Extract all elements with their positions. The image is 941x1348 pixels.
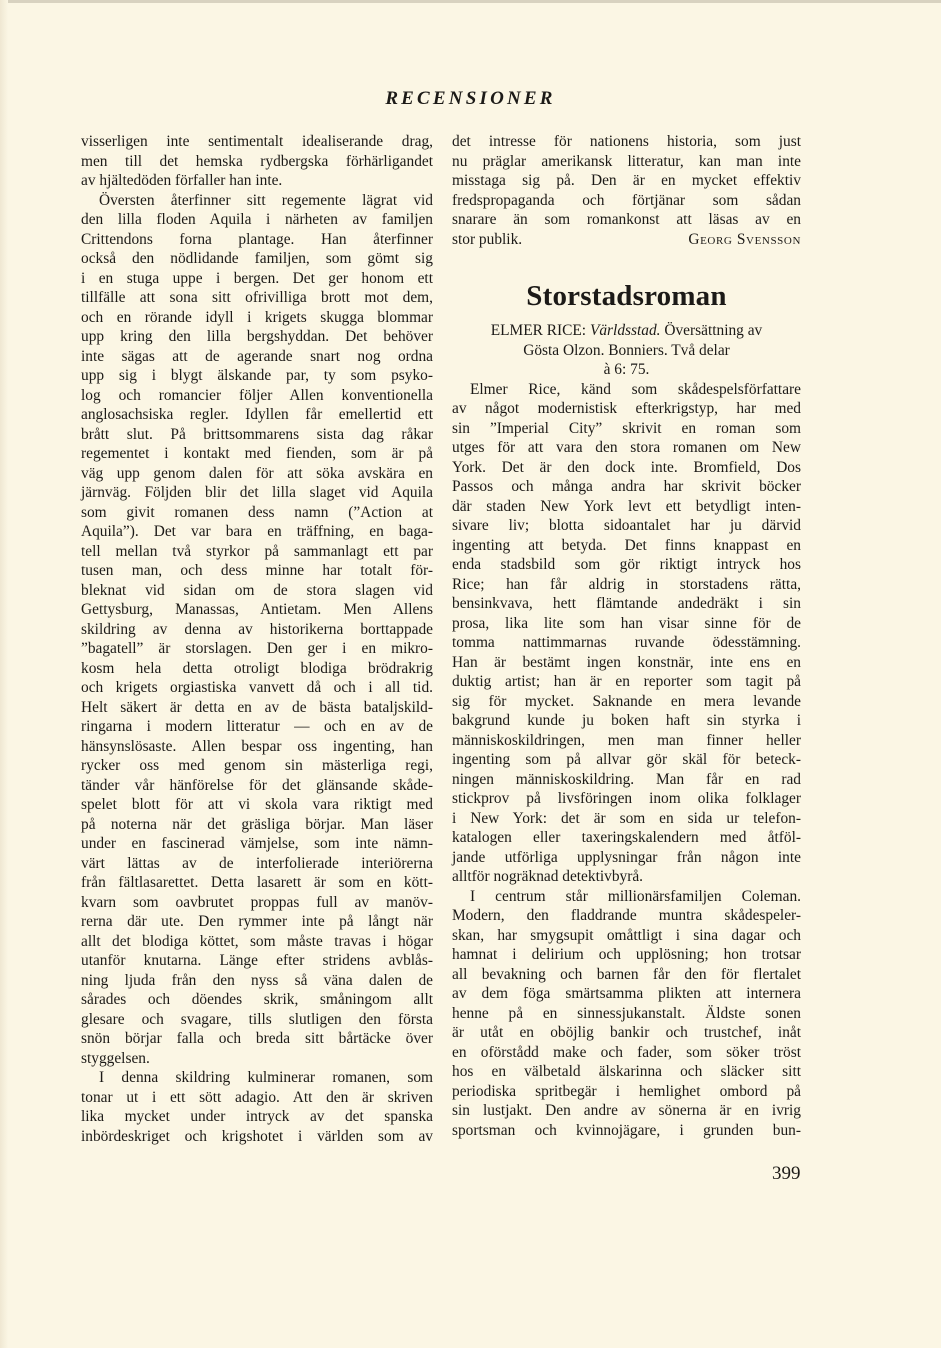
reviewer-signature: Georg Svensson [688,230,801,248]
text-line: från fältlasarettet. Detta lasarett är som en kött- [81,874,433,891]
text-line: katalogen eller taxeringskalendern med åtföl- [452,829,801,846]
text-line: misstaga sig på. Den är en mycket effektiv [452,172,801,189]
text-line: upp kring den lilla bergshyddan. Det behöver [81,328,433,345]
text-line: rycker oss med genom sin mästerliga regi, [81,757,433,774]
text-line: sårades och döendes skrik, småningom allt [81,991,433,1008]
text-line: en oförstådd make och fader, som söker tröst [452,1043,801,1061]
book-author: ELMER RICE: [490,322,587,339]
bibliography-line-1 [452,321,801,341]
text-line: York. Det är den dock inte. Bromfield, Dos [452,458,801,476]
text-line: under en fascinerad vämjelse, som inte nämn- [81,835,433,852]
text-line: också den nödlidande familjen, som gömt sig [81,250,433,267]
text-line: inte sägas att de agerande snart nog ordna [81,347,433,365]
closing-text: stor publik. [452,230,523,248]
text-line: allt det blodiga köttet, som måste travas i högar [81,932,433,950]
review-heading: Storstadsroman [526,280,727,312]
text-line: tänder vår hänförelse för det glänsande skåde- [81,776,433,794]
text-line: järnväg. Följden blir det lilla slaget vid Aquila [81,484,433,501]
text-line: på noterna när det gräsliga börjar. Man läser [81,815,433,833]
text-line: i en stuga uppe i bergen. Det ger honom ett [81,269,433,287]
text-line: bleknat vid sidan om de stora slagen vid [81,581,433,599]
text-line: log och romancier följer Allen konventionella [81,386,433,404]
text-line: sin ”Imperial City” skrivit en roman som [452,419,801,437]
bibliography-translation: Översättning av [664,322,763,339]
page-gutter-shadow [0,0,8,1348]
text-line: stickprov på livsföringen inom olika folklager [452,790,801,807]
text-line: Crittendons forna plantage. Han återfinner [81,230,433,248]
text-line: nu präglar amerikansk litteratur, kan man inte [452,152,801,170]
text-line: värt lättas av de interfolierade interiörerna [81,854,433,872]
text-line: glesare och svagare, tills slutligen den första [81,1010,433,1028]
text-line: Modern, den fladdrande muntra skådespeler- [452,907,801,924]
text-line: kosm hela detta otroligt blodiga brödrakrig [81,659,433,677]
text-line: utanför knutarna. Länge efter stridens avblås- [81,952,433,969]
text-line: ringarna i modern litteratur — och en av de [81,718,433,735]
text-line: av hjältedöden förfaller han inte. [81,172,283,189]
text-line: rerna där ute. Den rymmer inte på långt när [81,913,433,930]
text-line: anglosachsiska regler. Idyllen får emellertid ett [81,406,433,423]
text-line: upp sig i blygt älskande par, ty som psyko- [81,367,433,384]
running-head: RECENSIONER [385,88,556,109]
text-line: brått slut. På brittsommarens sista dag råkar [81,425,433,443]
bibliography-price: à 6: 75. [603,361,650,378]
text-line: jande utförliga upplysningar från någon inte [452,848,801,866]
text-line: inbördeskriget och krigshotet i världen som av [81,1127,433,1145]
left-column [81,132,433,1146]
text-line: i New York: det är som en sida ur telefon- [452,809,801,827]
review-body [452,380,801,1141]
text-line: Gettysburg, Manassas, Antietam. Men Allens [81,601,433,618]
text-line: I denna skildring kulminerar romanen, som [99,1069,433,1086]
text-line: ningen människoskildring. Man får en rad [452,770,801,788]
text-line: Han är bestämt ingen konstnär, inte ens en [452,653,801,671]
book-title: Världsstad. [589,322,661,339]
text-line: regementet i kontakt med fienden, som är på [81,445,433,462]
text-line: snön börjar falla och breda sitt bårtäcke över [81,1030,433,1047]
text-line: Elmer Rice, känd som skådespelsförfattare [470,380,801,398]
text-line: sivare liv; blotta sidoantalet har ju därvid [452,517,801,534]
text-line: som givit romanen dess namn (”Action at [81,503,433,521]
review-continuation [452,132,801,230]
text-line: det intresse för nationens historia, som just [452,133,801,150]
text-line: ingenting att betyda. Det finns knappast en [452,536,801,554]
text-line: tillfälle att sona sitt ofrivilliga brott mot dem, [81,289,433,306]
text-line: tonar ut i ett sött adagio. Att den är skriven [81,1088,433,1106]
text-line: hänsynslösaste. Allen bespar oss ingenting, han [81,737,433,755]
text-line: duktig artist; han är en reporter som tagit på [452,673,801,690]
text-line: bensinkvava, hett flämtande andedräkt i sin [452,595,801,612]
text-line: människoskildringen, men man finner heller [452,731,801,749]
text-line: Passos och många andra har skrivit böcker [452,478,801,495]
text-line: sportsman och kvinnojägare, i grunden bun- [452,1121,801,1139]
text-line: skildring av denna av historikerna borttappade [81,620,433,638]
text-line: spelet blott för att vi skola vara riktigt med [81,796,433,813]
right-column [452,132,801,1140]
text-line: väg upp genom dalen för att söka avskära en [81,464,433,482]
text-line: sig för mycket. Saknande en mera levande [452,692,801,710]
text-line: är utåt en oböjlig bankir och trustchef, inåt [452,1024,801,1041]
text-line: av något modernistisk efterkrigstyp, har med [452,400,801,417]
text-line: Rice; han får aldrig in storstadens rätta, [452,575,801,593]
text-line: den lilla floden Aquila i närheten av familjen [81,211,433,228]
text-line: ”bagatell” är storslagen. Den ger i en mikro- [81,640,433,657]
text-line: sin lustjakt. Den andre av sönerna är en ivrig [452,1102,801,1119]
text-line: och krigets orgiastiska vanvett då och i all tid. [81,679,433,696]
bibliography-line-2: Gösta Olzon. Bonniers. Två delar [523,341,730,359]
text-line: snarare än som romankonst att läsas av en [452,211,801,228]
text-line: Översten återfinner sitt regemente lägrat vid [99,191,433,209]
text-line: bakgrund kunde ju boken haft sin styrka i [452,712,801,729]
text-line: av dem föga smärtsamma plikten att internera [452,985,801,1002]
text-line: där staden New York levt ett betydligt inten- [452,497,801,515]
bibliography [452,321,801,380]
text-line: lika mycket under intryck av det spanska [81,1108,433,1125]
page-edge [0,0,941,3]
text-line: visserligen inte sentimentalt idealiserande drag, [81,133,433,150]
signature-line [452,230,801,250]
text-line: styggelsen. [81,1049,150,1067]
text-line: alltför nogräknad detektivbyrå. [452,868,644,885]
text-line: och en rörande idyll i krigets skugga blommar [81,308,433,326]
text-line: kvarn som oavbrutet proppas full av manöv- [81,893,433,911]
text-line: I centrum står millionärsfamiljen Coleman. [470,887,801,905]
text-line: enda stadsbild som gör riktigt intryck hos [452,556,801,573]
text-line: hos en välbetald älskarinna och släcker sitt [452,1063,801,1080]
text-line: hamnat i delirium och upplösning; hon trotsar [452,946,801,963]
text-line: tusen man, och dess minne har totalt för- [81,562,433,579]
text-line: tell mellan två styrkor på sammanlagt ett par [81,542,433,560]
text-line: all bevakning och barnen får den för flertalet [452,965,801,983]
text-line: skan, har smygsupit omåttligt i sina dagar och [452,926,801,944]
text-line: prosa, lika lite som han visar sinne för de [452,614,801,632]
text-line: ning ljuda från den nyss så väna dalen de [81,971,433,989]
text-line: men till det hemska rydbergska förhärligandet [81,152,433,170]
text-line: Aquila”). Det var bara en träffning, en baga- [81,523,433,540]
text-line: fredspropaganda och förtjänar som sådan [452,191,801,209]
text-line: Helt säkert är detta en av de bästa bataljskild- [81,698,433,716]
text-line: utges för att vara den stora romanen om New [452,439,801,456]
text-line: periodiska spritbegär i hemlighet ombord på [452,1082,801,1100]
text-line: henne på en sinnessjukanstalt. Äldste sonen [452,1004,801,1022]
page-number: 399 [772,1163,801,1184]
text-line: ingenting som på allvar gör skäl för beteck- [452,751,801,768]
text-line: tomma nattimmarnas ruvande ödesstämning. [452,634,801,651]
